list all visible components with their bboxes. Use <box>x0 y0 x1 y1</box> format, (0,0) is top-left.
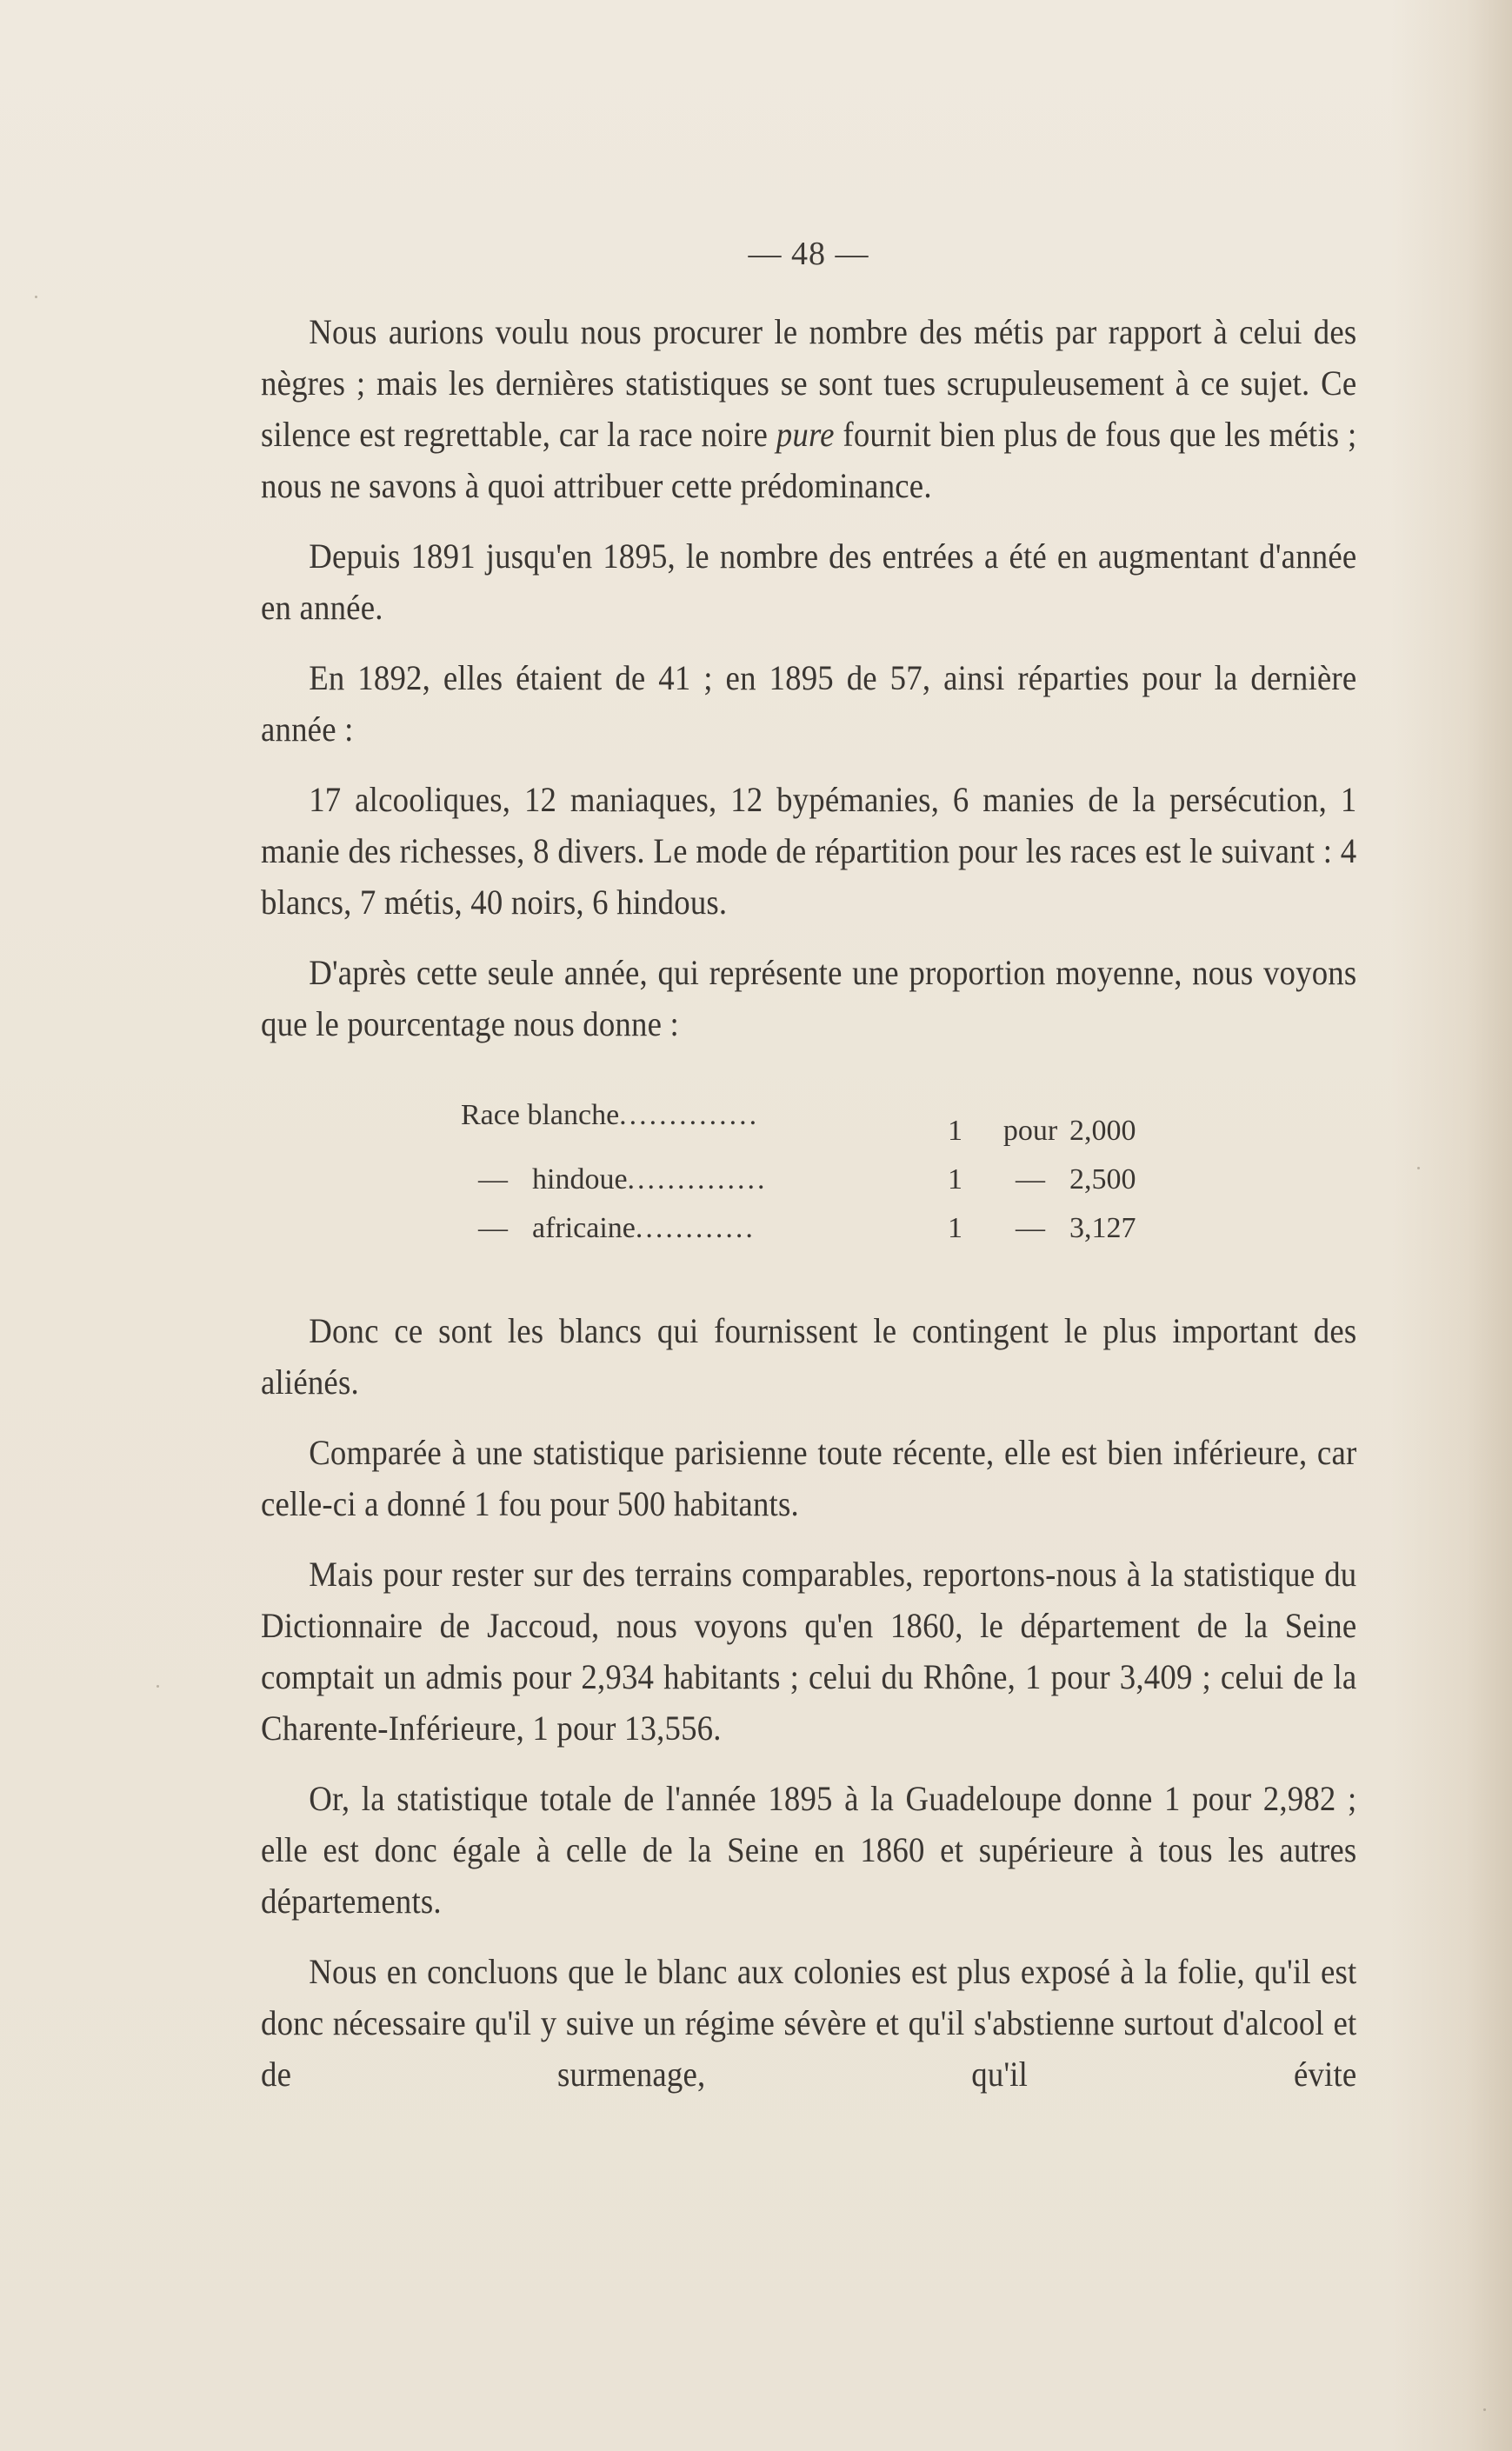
paragraph-metis <box>261 306 1356 511</box>
paper-speck <box>1483 2408 1486 2411</box>
paper-speck <box>35 296 37 298</box>
ratio-unit: pour <box>1002 1115 1058 1147</box>
ratio-value: 2,500 <box>1069 1163 1136 1196</box>
paragraph-conclusion: Nous en concluons que le blanc aux colonies est plus exposé à la folie, qu'il est donc nécessaire qu'il y suive un régime sévère et qu'il s'abstienne surtout d'alcool et de surmenage, qu'il évite <box>261 1952 1357 2094</box>
ratio-label <box>461 1204 948 1253</box>
ratio-numerator: 1 <box>948 1163 962 1196</box>
ratio-row-africaine <box>461 1204 1356 1253</box>
paragraph-or: Or, la statistique totale de l'année 1895 à la Guadeloupe donne 1 pour 2,982 ; elle est donc égale à celle de la Seine en 1860 et supérieure à tous les autres départements. <box>261 1779 1357 1921</box>
paragraph-en-1892: En 1892, elles étaient de 41 ; en 1895 de 57, ainsi réparties pour la dernière année : <box>261 658 1357 749</box>
ratio-unit: — <box>1016 1212 1045 1244</box>
paragraph-text: Nous aurions voulu nous procurer le nombre des métis par rapport à celui des nègres ; mais les dernières statistiques se sont tues scrupuleusement à ce sujet. Ce silence est regrettable, car la race noire <box>261 312 1357 454</box>
ratio-label <box>461 1156 948 1204</box>
paragraph-donc: Donc ce sont les blancs qui fournissent le contingent le plus important des aliénés. <box>261 1311 1357 1402</box>
book-page <box>261 235 1356 2119</box>
ratio-numerator: 1 <box>948 1115 962 1147</box>
ratio-prefix: — <box>478 1163 508 1196</box>
paragraph-repartition: 17 alcooliques, 12 maniaques, 12 bypémanies, 6 manies de la persécution, 1 manie des richesses, 8 divers. Le mode de répartition pour les races est le suivant : 4 blancs, 7 métis, 40 noirs, 6 hindous. <box>261 780 1357 922</box>
ratio-unit: — <box>1016 1163 1045 1196</box>
paragraph-mais: Mais pour rester sur des terrains comparables, reportons-nous à la statistique du Dictionnaire de Jaccoud, nous voyons qu'en 1860, le département de la Seine comptait un admis pour 2,934 habitants ; celui du Rhône, 1 pour 3,409 ; celui de la Charente-Inférieure, 1 pour 13,556. <box>261 1555 1357 1748</box>
ratio-name: hindoue <box>532 1163 628 1196</box>
paper-speck <box>1417 1167 1420 1169</box>
ratio-table <box>461 1091 1356 1253</box>
paragraph-comparee: Comparée à une statistique parisienne toute récente, elle est bien inférieure, car celle-ci a donné 1 fou pour 500 habitants. <box>261 1433 1357 1523</box>
paper-speck <box>157 1685 159 1688</box>
ratio-value: 3,127 <box>1069 1212 1136 1244</box>
leader-dots: ............ <box>635 1212 756 1244</box>
ratio-label <box>461 1091 948 1140</box>
page-number: — 48 — <box>748 236 869 272</box>
paragraph-text: fournit bien plus de fous que les métis ; nous ne savons à quoi attribuer cette prédominance. <box>261 415 1357 505</box>
paragraph-depuis: Depuis 1891 jusqu'en 1895, le nombre des entrées a été en augmentant d'année en année. <box>261 536 1357 627</box>
italic-emphasis: pure <box>776 415 835 454</box>
paragraph-dapres: D'après cette seule année, qui représente une proportion moyenne, nous voyons que le pourcentage nous donne : <box>261 953 1357 1043</box>
ratio-name: africaine <box>532 1212 636 1244</box>
ratio-row-hindoue <box>461 1156 1356 1204</box>
leader-dots: .............. <box>627 1163 768 1196</box>
ratio-name: Race blanche <box>461 1099 620 1131</box>
ratio-value: 2,000 <box>1069 1115 1136 1147</box>
ratio-prefix: — <box>478 1212 508 1244</box>
ratio-row-blanche <box>461 1091 1356 1156</box>
leader-dots: .............. <box>619 1099 760 1131</box>
ratio-numerator: 1 <box>948 1212 962 1244</box>
